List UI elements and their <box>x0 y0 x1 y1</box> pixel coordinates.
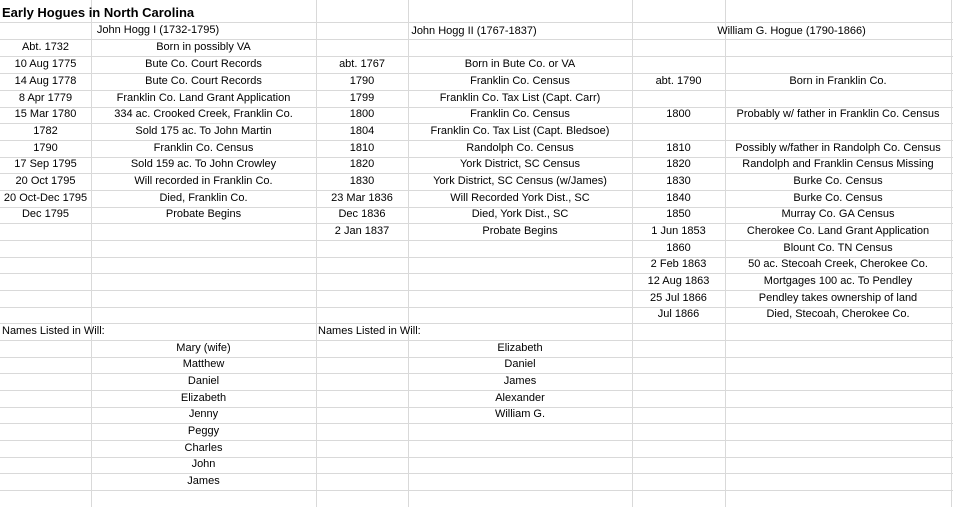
wgh-event[interactable]: Cherokee Co. Land Grant Application <box>746 225 930 237</box>
jh1-date[interactable]: 8 Apr 1779 <box>18 92 73 104</box>
header-john-hogg-2[interactable]: John Hogg II (1767-1837) <box>411 25 537 37</box>
jh1-will-name[interactable]: Jenny <box>188 408 219 420</box>
jh1-names-label[interactable]: Names Listed in Will: <box>2 325 105 337</box>
jh2-event[interactable]: Franklin Co. Tax List (Capt. Bledsoe) <box>430 125 610 137</box>
jh1-will-name[interactable]: Elizabeth <box>180 392 227 404</box>
wgh-date[interactable]: 25 Jul 1866 <box>650 292 707 304</box>
jh1-event[interactable]: Franklin Co. Census <box>153 142 254 154</box>
wgh-date[interactable]: 1840 <box>666 192 691 204</box>
jh1-event[interactable]: Sold 159 ac. To John Crowley <box>130 158 277 170</box>
jh2-event[interactable]: Died, York Dist., SC <box>471 208 569 220</box>
jh2-event[interactable]: York District, SC Census (w/James) <box>433 175 607 187</box>
jh1-event[interactable]: Sold 175 ac. To John Martin <box>135 125 272 137</box>
jh2-date[interactable]: abt. 1767 <box>339 58 385 70</box>
header-william-hogue[interactable]: William G. Hogue (1790-1866) <box>717 25 866 37</box>
jh1-event[interactable]: Bute Co. Court Records <box>145 75 262 87</box>
wgh-event[interactable]: 50 ac. Stecoah Creek, Cherokee Co. <box>748 258 928 270</box>
jh2-event[interactable]: Franklin Co. Census <box>470 108 570 120</box>
jh2-event[interactable]: Probate Begins <box>482 225 558 237</box>
jh1-will-name[interactable]: Daniel <box>187 375 220 387</box>
jh1-event[interactable]: Bute Co. Court Records <box>145 58 262 70</box>
jh1-date[interactable]: 15 Mar 1780 <box>14 108 77 120</box>
jh1-event[interactable]: Franklin Co. Land Grant Application <box>116 92 291 104</box>
jh2-will-name[interactable]: James <box>503 375 537 387</box>
jh2-date[interactable]: 1790 <box>349 75 375 87</box>
jh2-will-name[interactable]: Daniel <box>504 358 536 370</box>
wgh-event[interactable]: Pendley takes ownership of land <box>758 292 918 304</box>
wgh-date[interactable]: 1820 <box>666 158 691 170</box>
header-john-hogg-1[interactable]: John Hogg I (1732-1795) <box>96 24 220 36</box>
jh2-event[interactable]: Will Recorded York Dist., SC <box>450 192 590 204</box>
sheet-title[interactable]: Early Hogues in North Carolina <box>2 5 195 20</box>
wgh-event[interactable]: Born in Franklin Co. <box>789 75 887 87</box>
jh2-will-name[interactable]: William G. <box>494 408 546 420</box>
jh2-will-name[interactable]: Elizabeth <box>497 342 543 354</box>
jh1-date[interactable]: 10 Aug 1775 <box>14 58 77 70</box>
gridline <box>0 490 953 491</box>
jh2-date[interactable]: Dec 1836 <box>338 208 386 220</box>
jh1-date[interactable]: 17 Sep 1795 <box>14 158 77 170</box>
jh1-date[interactable]: 20 Oct 1795 <box>15 175 76 187</box>
jh2-date[interactable]: 1804 <box>349 125 375 137</box>
wgh-date[interactable]: 1800 <box>666 108 691 120</box>
gridline <box>951 0 952 507</box>
wgh-event[interactable]: Blount Co. TN Census <box>783 242 893 254</box>
jh1-date[interactable]: 1782 <box>33 125 58 137</box>
wgh-event[interactable]: Possibly w/father in Randolph Co. Census <box>735 142 941 154</box>
jh2-event[interactable]: Franklin Co. Census <box>470 75 570 87</box>
wgh-date[interactable]: 12 Aug 1863 <box>647 275 710 287</box>
jh1-date[interactable]: Dec 1795 <box>21 208 70 220</box>
wgh-date[interactable]: 1850 <box>666 208 691 220</box>
jh2-date[interactable]: 2 Jan 1837 <box>334 225 390 237</box>
jh1-will-name[interactable]: Matthew <box>182 358 225 370</box>
jh2-date[interactable]: 1820 <box>349 158 375 170</box>
jh1-will-name[interactable]: James <box>187 475 220 487</box>
jh2-date[interactable]: 1830 <box>349 175 375 187</box>
jh2-event[interactable]: Born in Bute Co. or VA <box>464 58 576 70</box>
jh1-date[interactable]: 1790 <box>33 142 58 154</box>
jh1-event[interactable]: 334 ac. Crooked Creek, Franklin Co. <box>114 108 293 120</box>
wgh-date[interactable]: 1810 <box>666 142 691 154</box>
jh2-date[interactable]: 1800 <box>349 108 375 120</box>
wgh-event[interactable]: Burke Co. Census <box>793 192 883 204</box>
wgh-date[interactable]: 1830 <box>666 175 691 187</box>
jh1-will-name[interactable]: Mary (wife) <box>176 342 231 354</box>
jh2-event[interactable]: York District, SC Census <box>459 158 581 170</box>
jh1-date[interactable]: 14 Aug 1778 <box>14 75 77 87</box>
wgh-date[interactable]: 2 Feb 1863 <box>650 258 707 270</box>
jh1-will-name[interactable]: John <box>191 458 216 470</box>
wgh-event[interactable]: Murray Co. GA Census <box>781 208 895 220</box>
wgh-event[interactable]: Died, Stecoah, Cherokee Co. <box>766 308 910 320</box>
jh1-date[interactable]: 20 Oct-Dec 1795 <box>3 192 88 204</box>
jh2-date[interactable]: 23 Mar 1836 <box>331 192 393 204</box>
jh1-event[interactable]: Died, Franklin Co. <box>159 192 248 204</box>
jh1-will-name[interactable]: Peggy <box>187 425 220 437</box>
jh1-event[interactable]: Probate Begins <box>165 208 242 220</box>
wgh-date[interactable]: 1 Jun 1853 <box>651 225 706 237</box>
wgh-event[interactable]: Mortgages 100 ac. To Pendley <box>763 275 913 287</box>
wgh-date[interactable]: Jul 1866 <box>657 308 700 320</box>
wgh-date[interactable]: 1860 <box>666 242 691 254</box>
jh2-event[interactable]: Franklin Co. Tax List (Capt. Carr) <box>439 92 601 104</box>
jh2-will-name[interactable]: Alexander <box>495 392 545 404</box>
jh1-event[interactable]: Born in possibly VA <box>156 41 251 53</box>
wgh-event[interactable]: Probably w/ father in Franklin Co. Census <box>736 108 940 120</box>
jh1-date[interactable]: Abt. 1732 <box>21 41 70 53</box>
wgh-event[interactable]: Randolph and Franklin Census Missing <box>742 158 934 170</box>
wgh-date[interactable]: abt. 1790 <box>655 75 702 87</box>
jh2-event[interactable]: Randolph Co. Census <box>466 142 574 154</box>
jh2-date[interactable]: 1799 <box>349 92 375 104</box>
jh2-names-label[interactable]: Names Listed in Will: <box>318 325 421 337</box>
jh2-date[interactable]: 1810 <box>349 142 375 154</box>
wgh-event[interactable]: Burke Co. Census <box>793 175 883 187</box>
jh1-will-name[interactable]: Charles <box>184 442 223 454</box>
jh1-event[interactable]: Will recorded in Franklin Co. <box>134 175 273 187</box>
